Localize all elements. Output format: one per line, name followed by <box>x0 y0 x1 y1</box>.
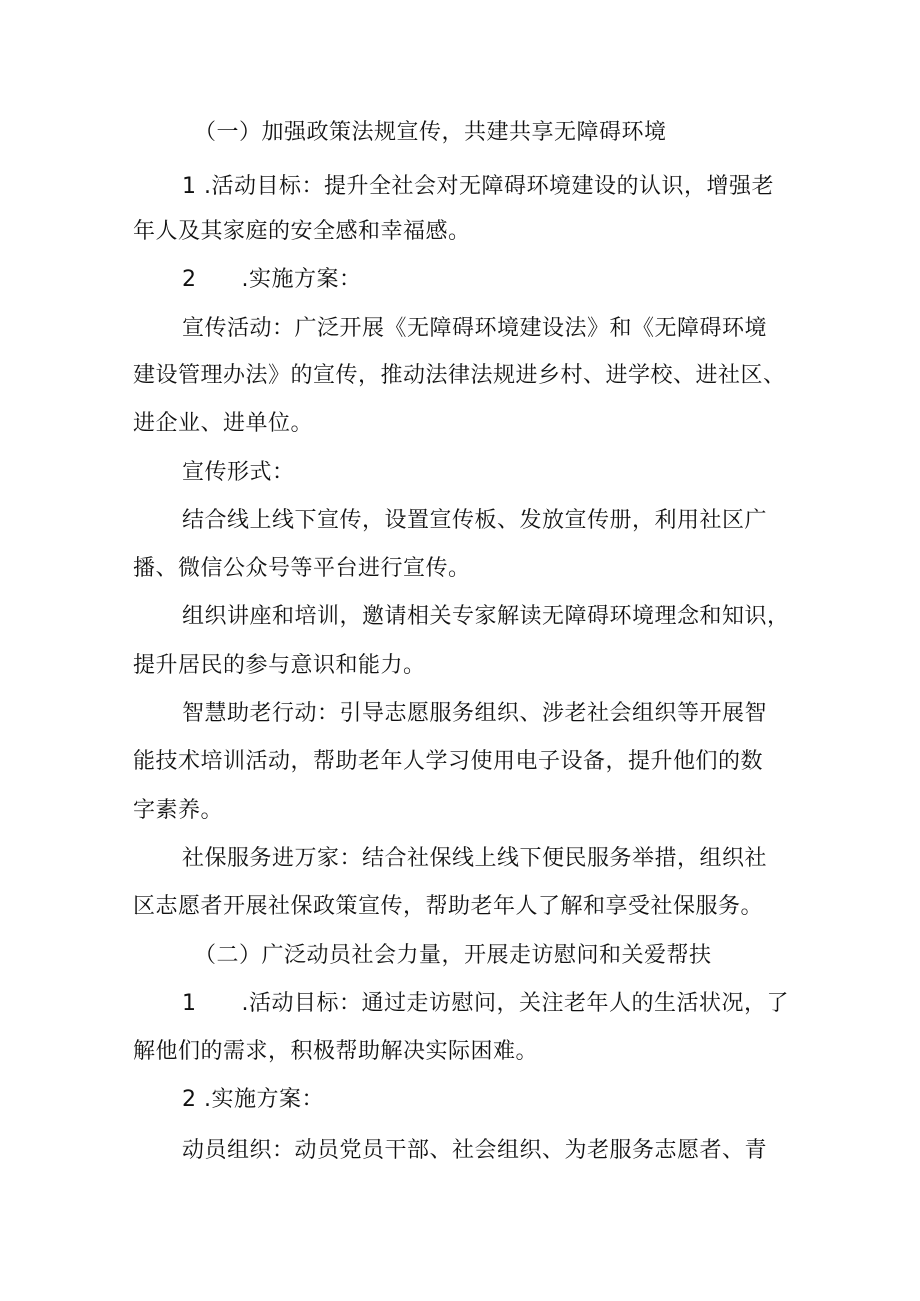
paragraph-line: 进企业、进单位。 <box>133 411 314 436</box>
paragraph-line: 字素养。 <box>133 798 224 823</box>
paragraph-line: 年人及其家庭的安全感和幸福感。 <box>133 219 471 244</box>
paragraph-line: 播、微信公众号等平台进行宣传。 <box>133 556 471 581</box>
section-heading-2: （二）广泛动员社会力量，开展走访慰问和关爱帮扶 <box>194 943 712 968</box>
paragraph-line: 2 .实施方案： <box>182 267 362 292</box>
paragraph-line: 能技术培训活动，帮助老年人学习使用电子设备，提升他们的数 <box>133 749 764 774</box>
paragraph-line: 建设管理办法》的宣传，推动法律法规进乡村、进学校、进社区、 <box>133 363 786 388</box>
paragraph-line: 宣传形式： <box>182 460 295 485</box>
paragraph-line: 2 .实施方案： <box>182 1087 324 1112</box>
paragraph-line: 区志愿者开展社保政策宣传，帮助老年人了解和享受社保服务。 <box>133 894 764 919</box>
section-heading-1: （一）加强政策法规宣传，共建共享无障碍环境 <box>194 120 667 145</box>
paragraph-line: 宣传活动：广泛开展《无障碍环境建设法》和《无障碍环境 <box>182 316 768 341</box>
paragraph-line: 组织讲座和培训，邀请相关专家解读无障碍环境理念和知识， <box>182 604 790 629</box>
paragraph-line: 社保服务进万家：结合社保线上线下便民服务举措，组织社 <box>182 846 768 871</box>
paragraph-line: 解他们的需求，积极帮助解决实际困难。 <box>133 1039 539 1064</box>
paragraph-line: 结合线上线下宣传，设置宣传板、发放宣传册，利用社区广 <box>182 508 768 533</box>
paragraph-line: 提升居民的参与意识和能力。 <box>133 653 426 678</box>
paragraph-line: 动员组织：动员党员干部、社会组织、为老服务志愿者、青 <box>182 1138 768 1163</box>
paragraph-line: 1 .活动目标：提升全社会对无障碍环境建设的认识，增强老 <box>182 174 774 199</box>
paragraph-line: 1 .活动目标：通过走访慰问，关注老年人的生活状况，了 <box>182 991 789 1016</box>
paragraph-line: 智慧助老行动：引导志愿服务组织、涉老社会组织等开展智 <box>182 701 768 726</box>
